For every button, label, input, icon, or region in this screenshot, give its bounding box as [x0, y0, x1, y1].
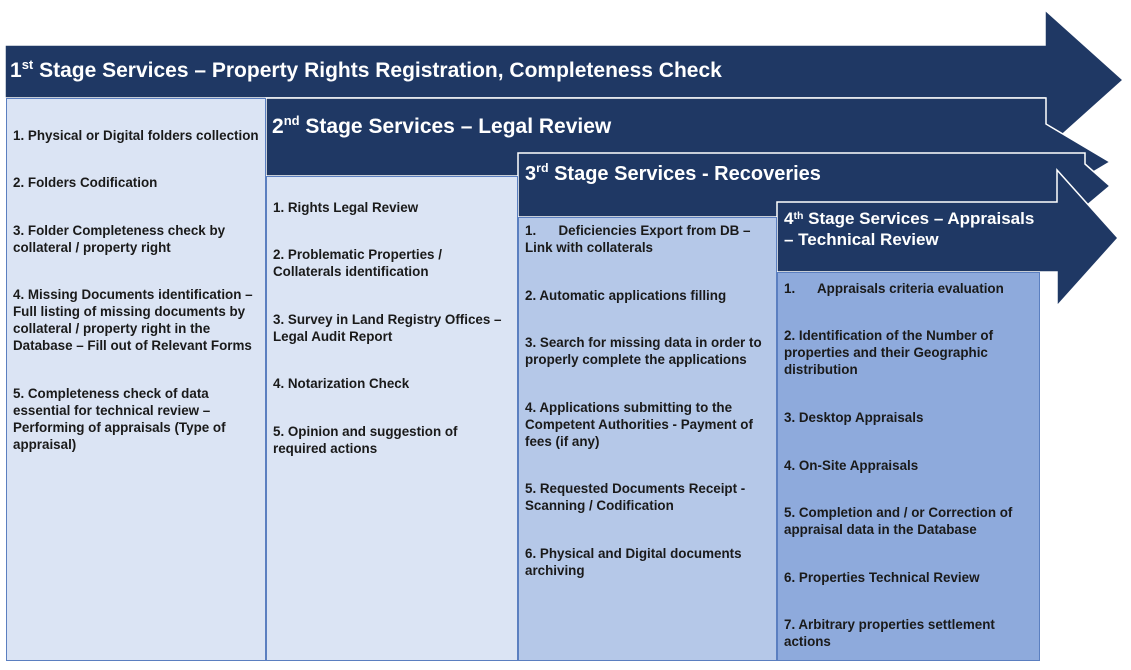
stage-3-title — [525, 161, 821, 185]
stage-4-item: 1. Appraisals criteria evaluation — [784, 281, 1004, 296]
stage-1-item: 5. Completeness check of data essential for technical review – Performing of appraisals (Type of appraisal) — [13, 386, 226, 452]
stage-4-suffix: th — [793, 210, 804, 222]
stage-3-item: 3. Search for missing data in order to properly complete the applications — [525, 335, 762, 367]
stage-2-title-text: Stage Services – Legal Review — [299, 115, 612, 138]
stage-1-ordinal: 1 — [10, 59, 22, 82]
stage-1-item: 4. Missing Documents identification – Full listing of missing documents by collateral / property right in the Database – Fill out of Relevant Forms — [13, 287, 253, 353]
stage-4-item: 4. On-Site Appraisals — [784, 458, 919, 473]
stage-2-column — [266, 176, 518, 661]
stage-4-item: 5. Completion and / or Correction of appraisal data in the Database — [784, 505, 1013, 537]
stage-1-item: 3. Folder Completeness check by collateral / property right — [13, 223, 226, 255]
stage-3-item: 2. Automatic applications filling — [525, 288, 727, 303]
stage-1-title-text: Stage Services – Property Rights Registration, Completeness Check — [33, 59, 722, 82]
stage-4-item: 3. Desktop Appraisals — [784, 410, 924, 425]
stage-2-item: 4. Notarization Check — [273, 376, 410, 391]
stage-3-item: 5. Requested Documents Receipt - Scanning / Codification — [525, 481, 746, 513]
stage-2-item: 3. Survey in Land Registry Offices – Legal Audit Report — [273, 312, 502, 344]
stage-2-item: 5. Opinion and suggestion of required actions — [273, 424, 458, 456]
stage-3-item: 4. Applications submitting to the Competent Authorities - Payment of fees (if any) — [525, 400, 753, 449]
stage-1-item: 2. Folders Codification — [13, 175, 158, 190]
stage-2-item: 1. Rights Legal Review — [273, 200, 419, 215]
stage-4-item: 6. Properties Technical Review — [784, 570, 980, 585]
stage-2-item: 2. Problematic Properties / Collaterals identification — [273, 247, 442, 279]
stage-2-suffix: nd — [283, 113, 300, 128]
stage-3-suffix: rd — [536, 161, 549, 175]
stage-3-item: 1. Deficiencies Export from DB – Link with collaterals — [525, 223, 755, 255]
stage-1-suffix: st — [21, 57, 34, 72]
stage-4-item: 7. Arbitrary properties settlement actions — [784, 617, 995, 649]
stage-1-column — [6, 98, 266, 661]
stage-3-title-text: Stage Services - Recoveries — [548, 163, 821, 185]
stage-3-ordinal: 3 — [525, 163, 537, 185]
stage-2-title — [272, 113, 612, 138]
stage-2-ordinal: 2 — [272, 115, 284, 138]
stage-4-title — [784, 208, 1034, 250]
stage-4-item: 2. Identification of the Number of properties and their Geographic distribution — [784, 328, 994, 377]
stage-4-title-line2: – Technical Review — [784, 230, 939, 249]
stage-3-column — [518, 217, 777, 661]
stage-4-ordinal: 4 — [784, 209, 794, 228]
stage-4-column — [777, 272, 1040, 661]
stage-1-title — [10, 57, 722, 82]
stage-3-item: 6. Physical and Digital documents archiving — [525, 546, 742, 578]
stage-1-item: 1. Physical or Digital folders collection — [13, 128, 259, 143]
stage-4-title-text: Stage Services – Appraisals — [803, 209, 1035, 228]
